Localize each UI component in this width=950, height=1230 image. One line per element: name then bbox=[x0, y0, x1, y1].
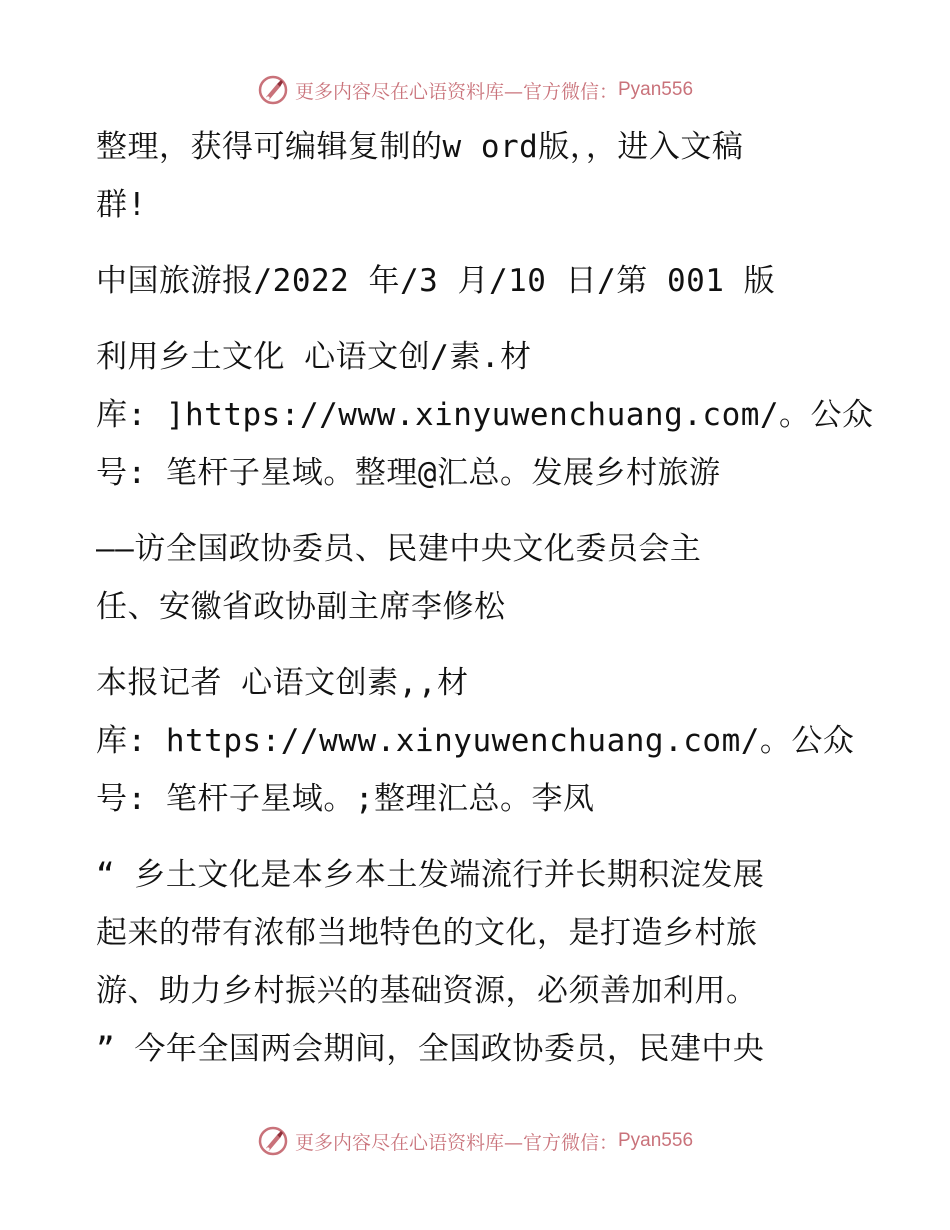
text-line: 整理，获得可编辑复制的w ord版，，进入文稿 bbox=[96, 129, 744, 165]
body-line: ” 今年全国两会期间，全国政协委员，民建中央 bbox=[96, 1031, 765, 1067]
body-line: 起来的带有浓郁当地特色的文化，是打造乡村旅 bbox=[96, 915, 758, 951]
paragraph bbox=[96, 520, 856, 636]
byline-line: 库: https://www.xinyuwenchuang.com/。公众 bbox=[96, 723, 855, 759]
paragraph bbox=[96, 118, 856, 234]
body-line: “ 乡土文化是本乡本土发端流行并长期积淀发展 bbox=[96, 857, 765, 893]
banner-wechat-id: Pyan556 bbox=[618, 1130, 694, 1151]
subtitle-line: 任、安徽省政协副主席李修松 bbox=[96, 589, 506, 625]
source-line: 中国旅游报/2022 年/3 月/10 日/第 001 版 bbox=[96, 263, 776, 299]
body-line: 游、助力乡村振兴的基础资源，必须善加利用。 bbox=[96, 973, 758, 1009]
paragraph bbox=[96, 328, 874, 502]
title-line: 库: ]https://www.xinyuwenchuang.com/。公众 bbox=[96, 397, 874, 433]
paragraph bbox=[96, 252, 856, 310]
paragraph bbox=[96, 654, 856, 828]
banner-text: 更多内容尽在心语资料库—官方微信： bbox=[294, 80, 618, 103]
banner-text: 更多内容尽在心语资料库—官方微信： bbox=[294, 1131, 618, 1154]
footer-watermark-banner bbox=[0, 1121, 950, 1161]
byline-line: 本报记者 心语文创素,,材 bbox=[96, 665, 469, 701]
title-line: 号: 笔杆子星域。整理@汇总。发展乡村旅游 bbox=[96, 455, 721, 491]
paragraph bbox=[96, 846, 856, 1078]
banner-wechat-id: Pyan556 bbox=[618, 79, 694, 100]
pen-logo-icon bbox=[257, 1125, 289, 1157]
byline-line: 号: 笔杆子星域。;整理汇总。李凤 bbox=[96, 781, 595, 817]
header-watermark-banner bbox=[0, 70, 950, 110]
document-body bbox=[96, 118, 874, 1078]
subtitle-line: ——访全国政协委员、民建中央文化委员会主 bbox=[96, 531, 702, 567]
pen-logo-icon bbox=[257, 74, 289, 106]
text-line: 群! bbox=[96, 187, 147, 223]
title-line: 利用乡土文化 心语文创/素.材 bbox=[96, 339, 532, 375]
